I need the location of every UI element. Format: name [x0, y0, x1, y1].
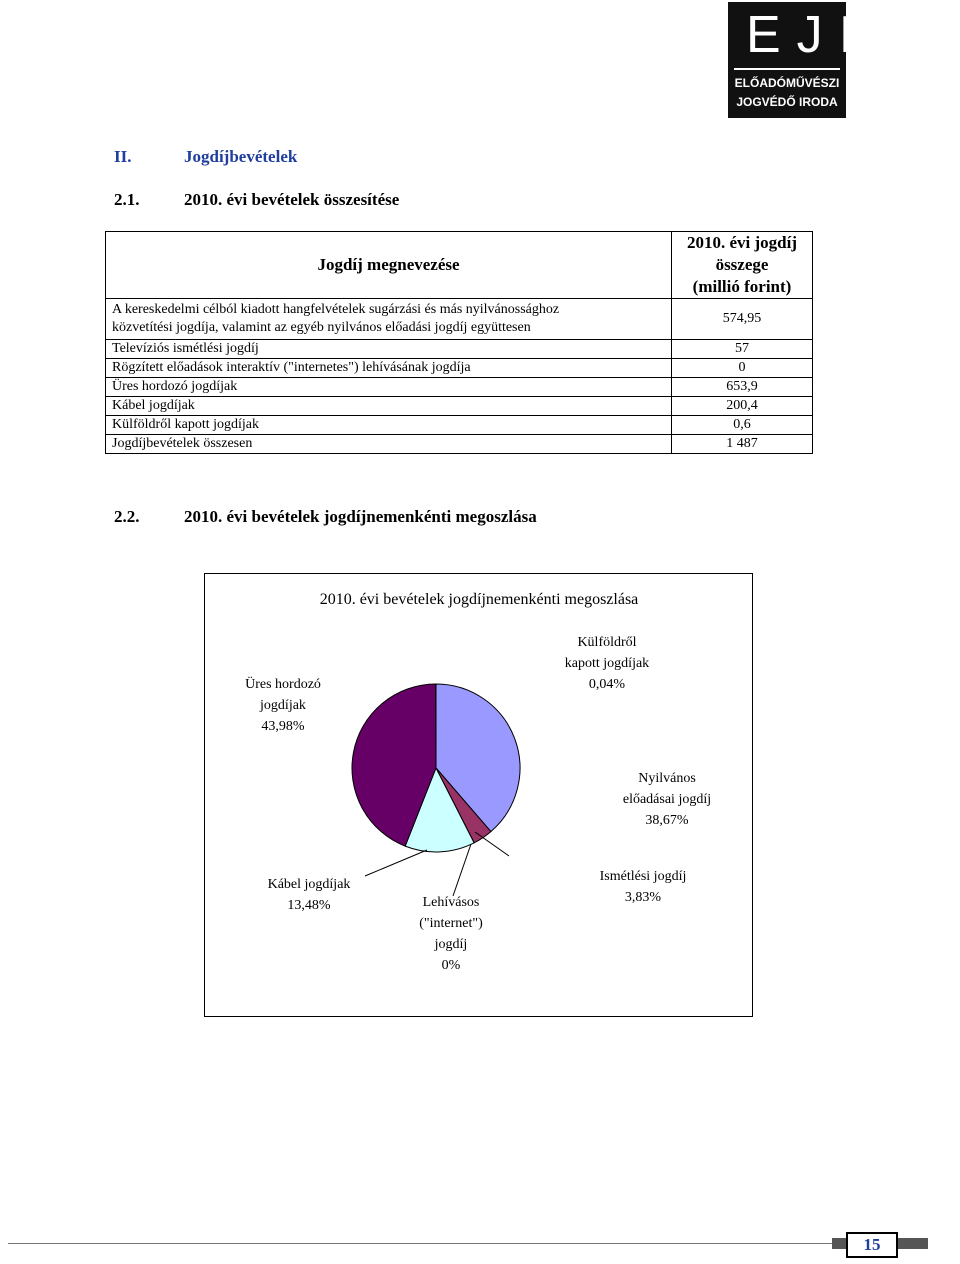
subsection2-title: 2010. évi bevételek jogdíjnemenkénti megoszlása [184, 507, 537, 526]
pie-label-line: Külföldről [577, 635, 637, 650]
row-name: Külföldről kapott jogdíjak [106, 416, 672, 435]
row-name [106, 299, 672, 340]
pie-label-line: Üres hordozó [245, 677, 321, 692]
pie-label-line: ("internet") [419, 916, 483, 931]
pie-chart [205, 574, 752, 1016]
table-row [106, 416, 813, 435]
subsection2-heading [114, 507, 537, 527]
table-row-total [106, 435, 813, 454]
section-number: II. [114, 147, 132, 166]
pie-label-ismetlesi [600, 869, 687, 905]
row-name: Jogdíjbevételek összesen [106, 435, 672, 454]
row-value: 200,4 [672, 397, 813, 416]
pie-label-percent: 0% [441, 958, 461, 973]
revenue-table [105, 231, 813, 454]
footer-rule [8, 1243, 832, 1244]
pie-label-percent: 0,04% [588, 677, 626, 692]
row-name-line1: A kereskedelmi célból kiadott hangfelvételek sugárzási és más nyilvánossághoz [112, 302, 560, 317]
row-name-line2: közvetítési jogdíja, valamint az egyéb nyilvános előadási jogdíj együttesen [112, 320, 531, 335]
header-amount-line1: 2010. évi jogdíj [686, 233, 798, 252]
logo-line1: ELŐADÓMŰVÉSZI [734, 76, 840, 90]
subsection1-heading [114, 190, 399, 210]
section-heading [114, 147, 297, 167]
row-value: 653,9 [672, 378, 813, 397]
header-amount-line3: (millió forint) [692, 277, 792, 296]
row-name: Televíziós ismétlési jogdíj [106, 340, 672, 359]
eji-logo [728, 2, 870, 118]
pie-label-kabel [268, 877, 351, 913]
header-amount-line2: összege [715, 255, 769, 274]
row-name: Kábel jogdíjak [106, 397, 672, 416]
logo-letters: EJI [734, 2, 840, 70]
pie-label-line: jogdíj [434, 937, 468, 952]
table-row [106, 299, 813, 340]
leader-line-ismetlesi [475, 832, 509, 856]
subsection1-title: 2010. évi bevételek összesítése [184, 190, 400, 209]
section-title: Jogdíjbevételek [184, 147, 298, 166]
pie-label-percent: 3,83% [624, 890, 662, 905]
leader-line-lehivasos [453, 844, 471, 896]
pie-label-kulfoldrol [565, 635, 649, 692]
row-value: 0 [672, 359, 813, 378]
leader-line-kabel [365, 850, 427, 876]
pie-label-percent: 13,48% [287, 898, 331, 913]
pie-label-line: Ismétlési jogdíj [599, 869, 687, 884]
row-name: Üres hordozó jogdíjak [106, 378, 672, 397]
row-value: 574,95 [672, 299, 813, 340]
pie-label-lehivasos [419, 895, 483, 973]
pie-label-percent: 43,98% [261, 719, 305, 734]
logo-line2: JOGVÉDŐ IRODA [736, 95, 838, 109]
pie-label-line: Lehívásos [422, 895, 480, 910]
pie-label-nyilvanos [623, 771, 711, 828]
subsection1-number: 2.1. [114, 190, 140, 209]
table-row [106, 340, 813, 359]
pie-label-line: Kábel jogdíjak [267, 877, 351, 892]
header-amount [672, 232, 813, 299]
page-number: 15 [846, 1232, 898, 1258]
chart-title: 2010. évi bevételek jogdíjnemenkénti megoszlása [319, 591, 639, 608]
subsection2-number: 2.2. [114, 507, 140, 526]
pie-label-ures [245, 675, 321, 734]
row-value: 57 [672, 340, 813, 359]
pie-label-line: Nyilvános [638, 771, 696, 786]
header-name: Jogdíj megnevezése [106, 232, 672, 299]
row-name: Rögzített előadások interaktív ("internetes") lehívásának jogdíja [106, 359, 672, 378]
row-value: 0,6 [672, 416, 813, 435]
pie-label-line: előadásai jogdíj [622, 792, 712, 807]
pie-label-line: kapott jogdíjak [564, 656, 650, 671]
table-row [106, 397, 813, 416]
pie-label-percent: 38,67% [645, 813, 689, 828]
pie-chart-frame [204, 573, 753, 1017]
pie-label-line: jogdíjak [260, 698, 306, 713]
row-value: 1 487 [672, 435, 813, 454]
table-header-row [106, 232, 813, 299]
table-row [106, 359, 813, 378]
table-row [106, 378, 813, 397]
